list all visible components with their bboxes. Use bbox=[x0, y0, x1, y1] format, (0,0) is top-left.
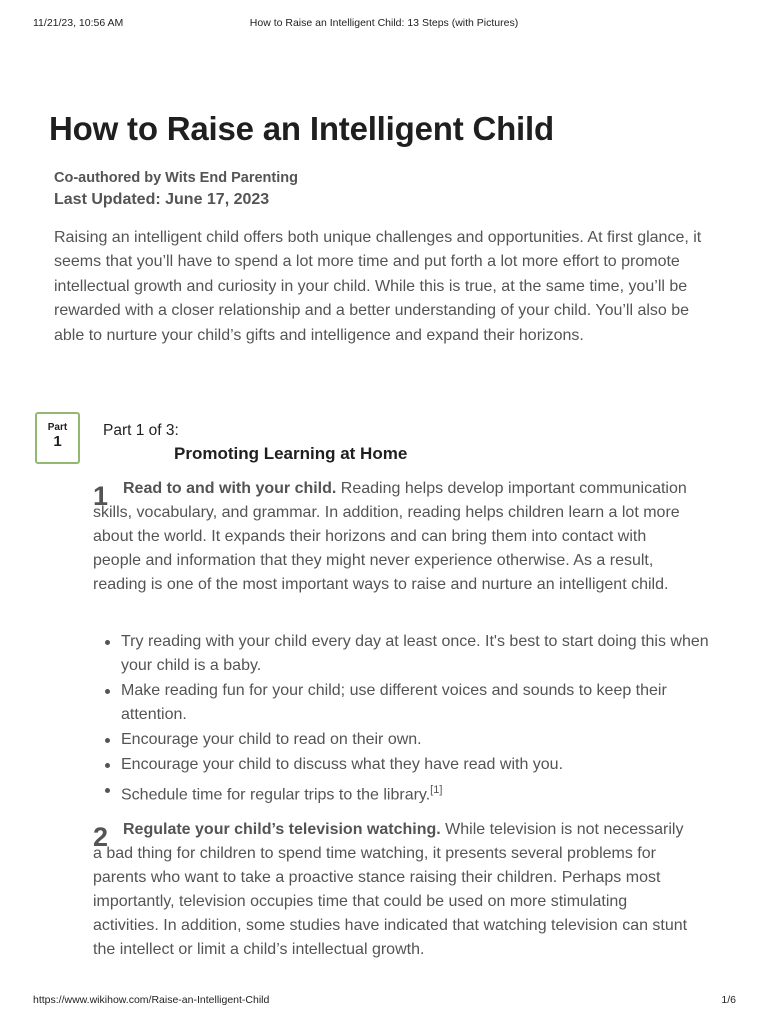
tip-item: Try reading with your child every day at least once. It's best to start doing this when your child is a baby. bbox=[121, 630, 721, 678]
step-number: 2 bbox=[93, 822, 109, 852]
article-title: How to Raise an Intelligent Child bbox=[49, 110, 554, 147]
step-2 bbox=[93, 818, 693, 962]
coauthor-credit[interactable]: Co-authored by Wits End Parenting bbox=[54, 170, 298, 186]
print-datetime: 11/21/23, 10:56 AM bbox=[33, 17, 124, 29]
tip-item: Encourage your child to discuss what they have read with you. bbox=[121, 753, 721, 777]
article-intro: Raising an intelligent child offers both unique challenges and opportunities. At first glance, it seems that you’ll have to spend a lot more time and put forth a lot more effort to promote intellectual growth and curiosity in your child. While this is true, at the same time, you’ll be rewarded with a closer relationship and a better understanding of your child. You’ll also be able to nurture your child’s gifts and intelligence and expand their horizons. bbox=[54, 229, 702, 344]
step-1-tips bbox=[93, 630, 721, 808]
print-page-title: How to Raise an Intelligent Child: 13 Steps (with Pictures) bbox=[249, 17, 519, 29]
print-footer bbox=[0, 994, 768, 1008]
step-text bbox=[93, 477, 693, 597]
print-header bbox=[0, 17, 768, 31]
reference-link[interactable]: [1] bbox=[430, 784, 443, 796]
part-title: Promoting Learning at Home bbox=[174, 444, 408, 463]
page-number: 1/6 bbox=[721, 994, 736, 1006]
print-url[interactable]: https://www.wikihow.com/Raise-an-Intelligent-Child bbox=[33, 994, 270, 1006]
tip-item-text: Schedule time for regular trips to the library. bbox=[121, 786, 431, 804]
step-lead: Regulate your child’s television watching. bbox=[123, 821, 441, 838]
step-lead: Read to and with your child. bbox=[123, 480, 337, 497]
part-badge bbox=[35, 412, 80, 464]
part-badge-label: Part bbox=[47, 422, 68, 433]
tip-item bbox=[121, 778, 721, 807]
tip-item: Make reading fun for your child; use different voices and sounds to keep their attention. bbox=[121, 679, 721, 727]
step-body: Reading helps develop important communication skills, vocabulary, and grammar. In addition, reading helps children learn a lot more about the world. It expands their horizons and can bring them into contact with people and information that they might never experience otherwise. As a result, reading is one of the most important ways to raise and nurture an intelligent child. bbox=[93, 480, 687, 593]
step-text bbox=[93, 818, 693, 962]
part-of-label: Part 1 of 3: bbox=[103, 422, 179, 439]
step-1 bbox=[93, 477, 693, 597]
part-badge-number: 1 bbox=[53, 433, 62, 450]
step-body: While television is not necessarily a bad thing for children to spend time watching, it presents several problems for parents who want to take a proactive stance raising their children. Perhaps most importantly, television occupies time that could be used on more stimulating activities. In addition, some studies have indicated that watching television can stunt the intellect or limit a child’s intellectual growth. bbox=[93, 821, 688, 958]
tip-item: Encourage your child to read on their own. bbox=[121, 728, 721, 752]
last-updated: Last Updated: June 17, 2023 bbox=[54, 191, 270, 208]
step-number: 1 bbox=[93, 481, 109, 511]
